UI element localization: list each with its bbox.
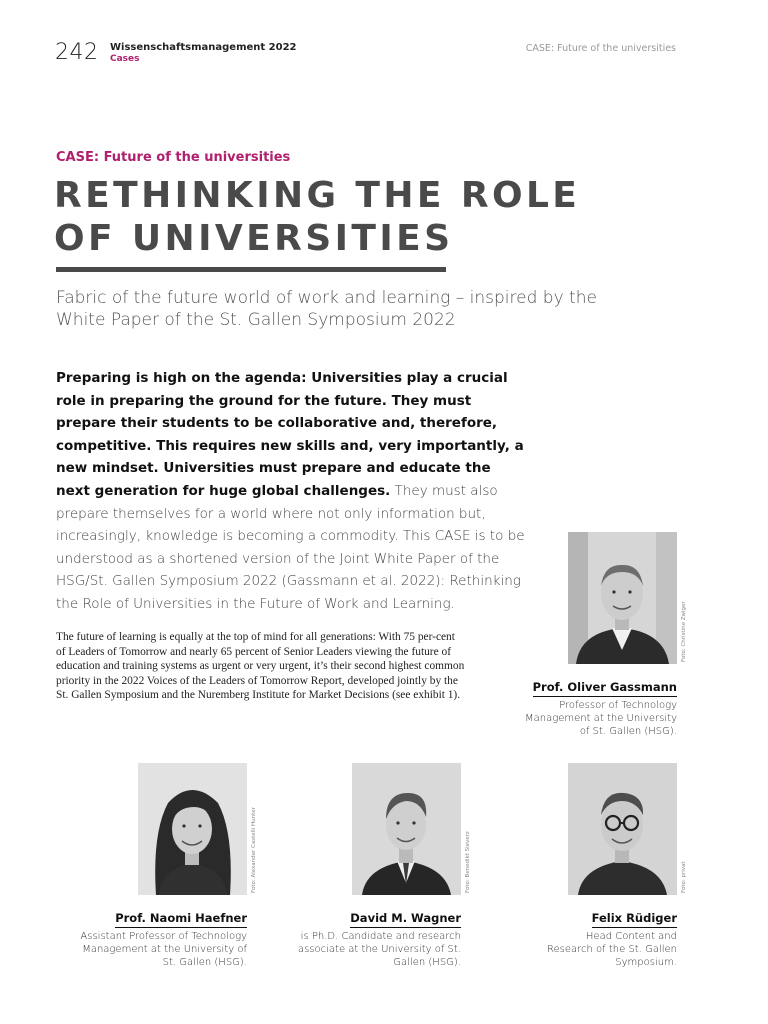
author-name-ruediger: Felix Rüdiger [592, 911, 677, 928]
portrait-illustration [568, 763, 677, 895]
photo-credit-wagner: Foto: Benedikt Sieverz [465, 831, 471, 893]
author-name-gassmann: Prof. Oliver Gassmann [533, 680, 677, 697]
author-name-wagner: David M. Wagner [350, 911, 461, 928]
lead-light-text: They must also prepare themselves for a world where not only information but, increasingly, knowledge is becoming a commodity. This CASE is to be understood as a shortened version of the Joint White Paper of the HSG/St. Gallen Symposium 2022 (Gassmann et al. 2022): Rethinking the Role of Universities in the Future of Work and Learning. [56, 482, 525, 612]
portrait-illustration [568, 532, 677, 664]
photo-credit-gassmann: Foto: Christine Zwiger [681, 601, 687, 662]
title-line-1: RETHINKING THE ROLE [54, 175, 581, 216]
lead-paragraph [56, 367, 526, 616]
running-header: CASE: Future of the universities [525, 43, 676, 54]
author-desc-wagner: is Ph.D. Candidate and research associate at the University of St. Gallen (HSG). [297, 931, 461, 968]
photo-credit-ruediger: Foto: privat [681, 861, 687, 893]
page-number: 242 [55, 40, 99, 65]
portrait-photo-ruediger [568, 763, 677, 895]
author-name-haefner: Prof. Naomi Haefner [115, 911, 247, 928]
portrait-photo-haefner [138, 763, 247, 895]
portrait-illustration [352, 763, 461, 895]
author-desc-ruediger: Head Content and Research of the St. Gallen Symposium. [547, 931, 678, 968]
portrait-photo-wagner [352, 763, 461, 895]
portrait-photo-gassmann [568, 532, 677, 664]
lead-bold-text: Preparing is high on the agenda: Universities play a crucial role in preparing the ground for the future. They must prepare their students to be collaborative and, therefore, competitive. This requires new skills and, very importantly, a new mindset. Universities must prepare and educate the next generation for huge global challenges. [56, 370, 524, 499]
case-kicker: CASE: Future of the universities [56, 150, 291, 165]
portrait-illustration [138, 763, 247, 895]
section-label: Cases [110, 54, 140, 64]
author-desc-haefner: Assistant Professor of Technology Management at the University of St. Gallen (HSG). [80, 931, 247, 968]
body-paragraph: The future of learning is equally at the top of mind for all generations: With 75 per-cent of Leaders of Tomorrow and nearly 65 percent of Senior Leaders viewing the future of education and training systems as urgent or very urgent, it’s their second highest common priority in the 2022 Voices of the Leaders of Tomorrow Report, developed jointly by the St. Gallen Symposium and the Nuremberg Institute for Market Decisions (see exhibit 1). [56, 631, 465, 701]
title-rule [56, 267, 446, 272]
photo-credit-haefner: Foto: Alexander Castelli Hunter [251, 807, 257, 893]
magazine-title: Wissenschaftsmanagement 2022 [110, 42, 297, 53]
author-desc-gassmann: Professor of Technology Management at the University of St. Gallen (HSG). [525, 700, 677, 737]
article-subtitle: Fabric of the future world of work and learning – inspired by the White Paper of the St. Gallen Symposium 2022 [56, 288, 597, 330]
title-line-2: OF UNIVERSITIES [54, 218, 454, 259]
article-title [54, 174, 674, 260]
